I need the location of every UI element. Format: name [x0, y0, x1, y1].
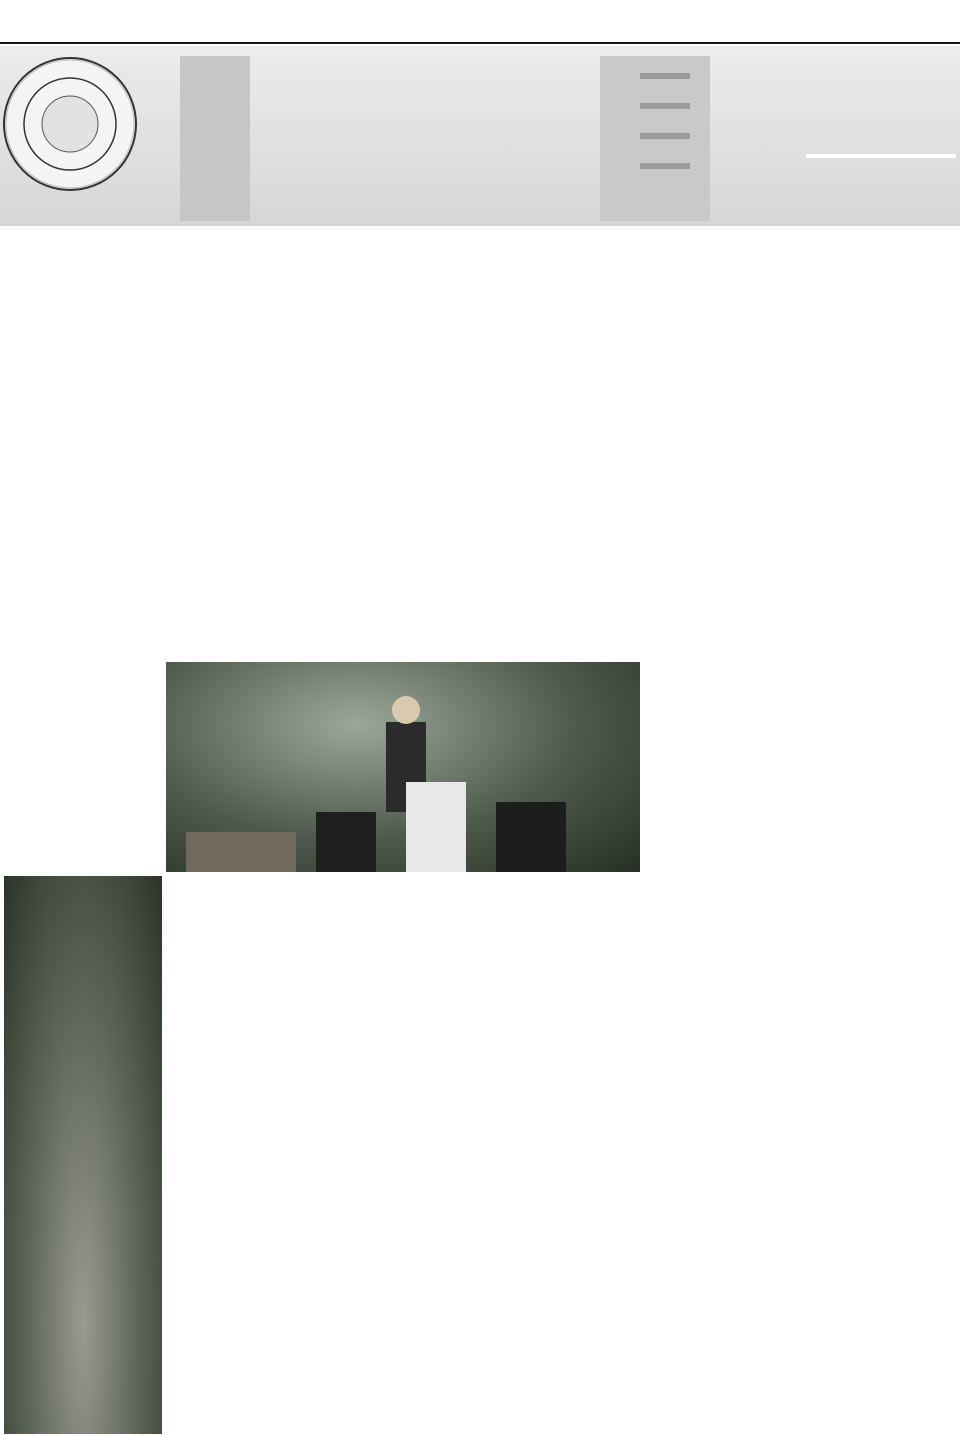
- vegzosok-columnA: [166, 924, 320, 1434]
- podium-icon: [166, 662, 640, 872]
- ballagasra-column-2: [166, 262, 320, 662]
- ballagasra-column-3: [328, 262, 484, 662]
- support-note: [806, 154, 956, 158]
- graduation-ceremony-photo: [166, 662, 640, 872]
- school-seal-icon: [0, 46, 960, 226]
- header-rule: [0, 42, 960, 44]
- graduates-crowd-photo: [4, 876, 162, 1434]
- vegzosok-speech-continuation-col: [328, 924, 482, 1434]
- ballagasra-column-4: [488, 262, 640, 662]
- ballagasra-column-1: [4, 262, 162, 872]
- masthead-banner: [0, 46, 960, 226]
